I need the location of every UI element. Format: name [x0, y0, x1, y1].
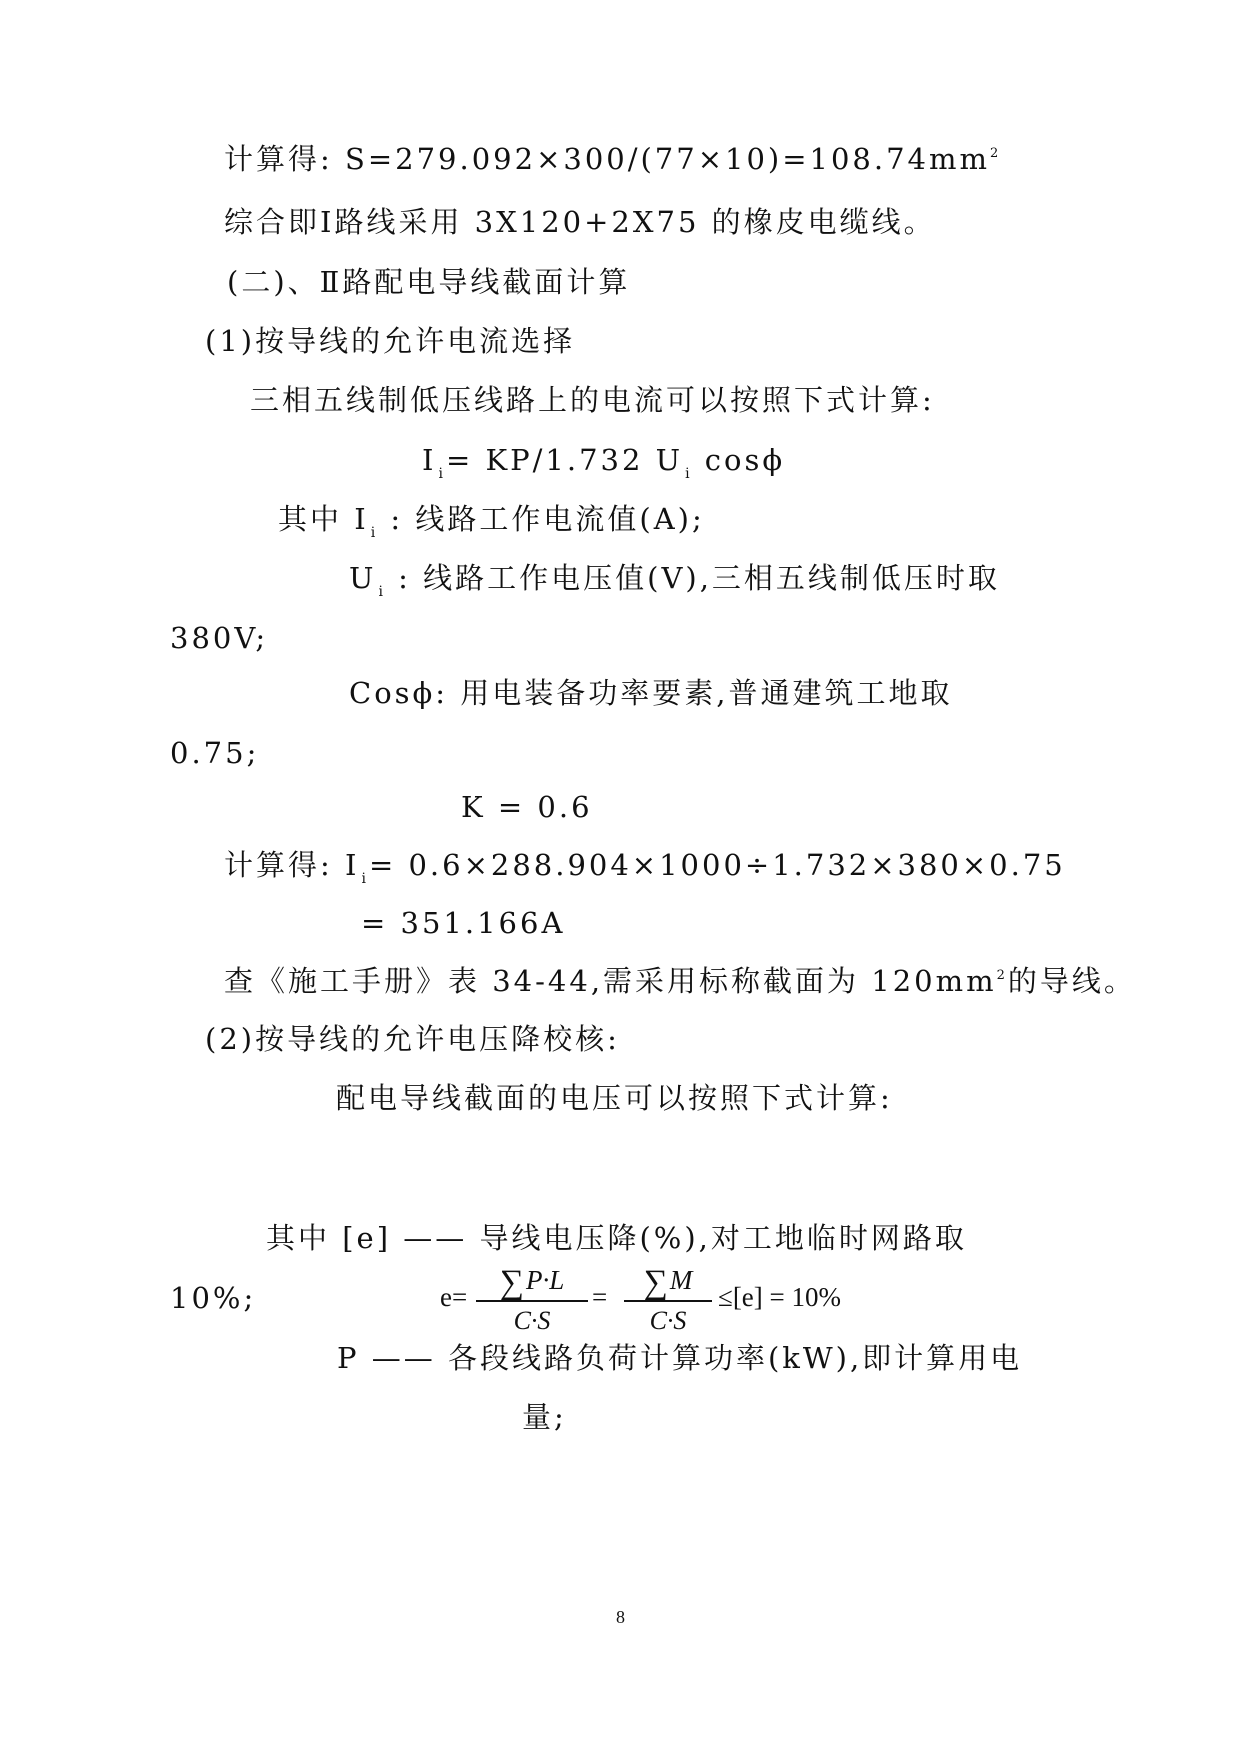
- fraction-pl-over-cs: [474, 1262, 590, 1338]
- definition-voltage-cont: 380V;: [170, 621, 269, 655]
- voltage-formula-intro: 配电导线截面的电压可以按照下式计算:: [336, 1081, 893, 1115]
- denominator-cs: C·S: [649, 1306, 687, 1335]
- coefficient-k: K = 0.6: [461, 790, 593, 824]
- sigma-symbol: ∑: [643, 1264, 668, 1301]
- calc-result-current: 计算得: I $_i$= 0.6×288.904×1000÷1.732×380×0.75: [224, 848, 1066, 887]
- voltage-drop-formula: [440, 1262, 842, 1338]
- subsection-heading-2: (2)按导线的允许电压降校核:: [205, 1022, 620, 1056]
- fraction-bar: [476, 1300, 588, 1302]
- definition-voltage: U $_i$ : 线路工作电压值(V),三相五线制低压时取: [349, 561, 1000, 600]
- definition-current: 其中 I $_i$ : 线路工作电流值(A);: [278, 502, 705, 541]
- definition-voltage-drop: 其中 [e] —— 导线电压降(%),对工地临时网路取: [266, 1221, 967, 1255]
- numerator-pl: P·L: [525, 1265, 565, 1295]
- definition-power-cont: 量;: [522, 1400, 567, 1434]
- formula-rhs: ≤[e] = 10%: [718, 1282, 842, 1312]
- denominator-cs: C·S: [513, 1306, 551, 1335]
- page-number: 8: [616, 1607, 625, 1627]
- definition-power-factor: Cosϕ: 用电装备功率要素,普通建筑工地取: [349, 676, 953, 710]
- handbook-lookup: 查《施工手册》表 34-44,需采用标称截面为 $120mm^2$的导线。: [224, 964, 1136, 998]
- definition-power: P —— 各段线路负荷计算功率(kW),即计算用电: [337, 1341, 1023, 1375]
- calc-result-s: 计算得: $S=279.092\times 300/(77\times 10)=108.74mm^2$: [224, 142, 1002, 176]
- current-formula-intro: 三相五线制低压线路上的电流可以按照下式计算:: [250, 383, 935, 417]
- route-one-conclusion: 综合即Ⅰ路线采用 3X120+2X75 的橡皮电缆线。: [224, 205, 936, 239]
- subsection-heading-1: (1)按导线的允许电流选择: [205, 324, 576, 358]
- fraction-m-over-cs: [622, 1262, 714, 1338]
- formula-equals: =: [592, 1282, 608, 1312]
- numerator-m: M: [669, 1265, 693, 1295]
- calc-result-current-value: = 351.166A: [361, 906, 566, 940]
- section-heading: (二)、Ⅱ路配电导线截面计算: [227, 265, 631, 299]
- formula-lhs: e=: [440, 1282, 468, 1312]
- definition-power-factor-cont: 0.75;: [170, 736, 260, 770]
- definition-voltage-drop-cont: 10%;: [170, 1281, 257, 1315]
- fraction-bar: [624, 1300, 712, 1302]
- sigma-symbol: ∑: [499, 1264, 524, 1301]
- current-formula: I $_i$= KP/1.732 U $_i$ cosϕ: [422, 443, 786, 482]
